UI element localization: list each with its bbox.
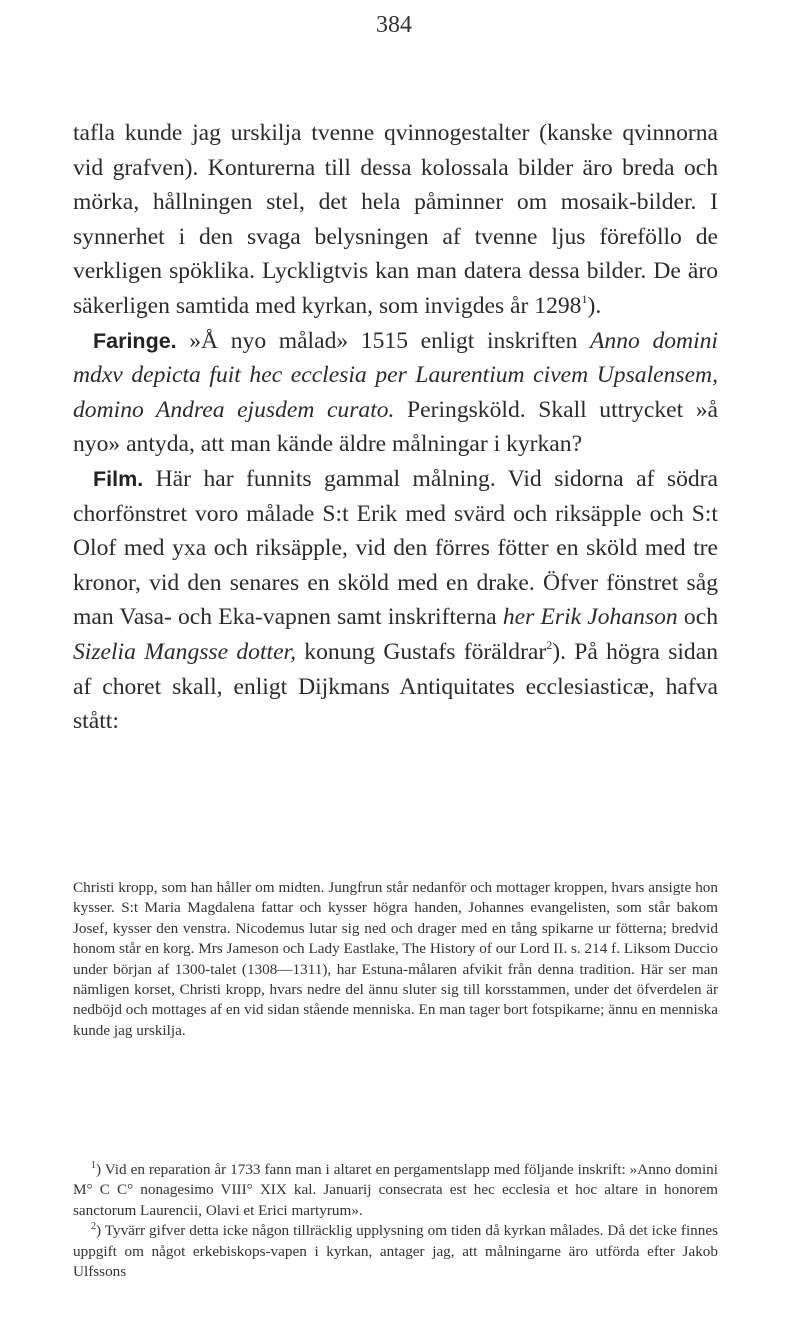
film-inscription-1: her Erik Johanson [502,604,678,631]
quote-text: Christi kropp, som han håller om midten. Jungfrun står nedanför och mottager kroppen, hvars ansigte hon kysser. S:t Maria Magdalena fattar och kysser högra handen, Johannes evangelisten, som står bakom Josef, kysser den venstra. Nicodemus lutar sig ned och drager med en tång spikarne ur fötterna; bredvid honom står en korg. Mrs Jameson och Lady Eastlake, The History of our Lord II. s. 214 f. Liksom Duccio under början af 1300-talet (1308—1311), har Estuna-målaren afvikit från denna tradition. Här ser man nämligen korset, Christi kropp, hvars nedre del ännu sluter sig till korsstammen, under det öfverdelen är nedböjd och mottages af en vid sidan stående menniska. En man tager bort fotspikarne; ännu en menniska kunde jag urskilja. [73,879,718,1039]
quote-block [73,878,718,1041]
paragraph-intro [73,116,718,324]
film-text-c: konung Gustafs föräldrar [296,638,547,665]
footnote-ref-1[interactable]: 1 [581,291,588,306]
main-text [73,116,718,739]
faringe-text-a: »Å nyo målad» 1515 enligt inskriften [176,327,591,354]
footnotes [73,1160,718,1282]
footnote-2 [73,1221,718,1282]
film-inscription-2: Sizelia Mangsse dotter, [73,638,297,665]
film-text-b: och [677,604,718,631]
footnote-1-text: ) Vid en reparation år 1733 fann man i altaret en pergamentslapp med följande inskrift: »Anno domini M° C C° nonagesimo VIII° XIX kal. Januarij consecrata est hec ecclesia et hoc altare in honorem sanctorum Laurencii, Olavi et Erici martyrum». [73,1161,718,1219]
film-heading: Film. [93,466,144,491]
footnote-ref-2[interactable]: 2 [546,637,553,652]
paragraph-film [73,462,718,739]
footnote-2-text: ) Tyvärr gifver detta icke någon tillräcklig upplysning om tiden då kyrkan målades. Då det icke finnes uppgift om något erkebiskops-vapen i kyrkan, antager jag, att målningarne äro utförda efter Jakob Ulfssons [73,1222,718,1281]
footnote-1 [73,1160,718,1221]
paragraph-faringe [73,324,718,462]
film-text-d: ). På högra sidan af choret skall, enligt Dijkmans Antiquitates ecclesiasticæ, hafva stått: [73,638,718,735]
footnote-1-marker: 1 [91,1160,96,1171]
faringe-heading: Faringe. [93,328,177,353]
footnote-2-marker: 2 [91,1221,96,1233]
faringe-text-b: Peringsköld. Skall uttrycket »å nyo» antyda, att man kände äldre målningar i kyrkan? [73,396,718,458]
intro-text-end: ). [587,292,602,319]
intro-text: tafla kunde jag urskilja tvenne qvinnogestalter (kanske qvinnorna vid grafven). Konturerna till dessa kolossala bilder äro breda och mörka, hållningen stel, det hela påminner om mosaik-bilder. I synnerhet i den svaga belysningen af tvenne ljus föreföllo de verkligen spöklika. Lyckligtvis kan man datera dessa bilder. De äro säkerligen samtida med kyrkan, som invigdes år 1298 [73,120,718,319]
film-text-a: Här har funnits gammal målning. Vid sidorna af södra chorfönstret voro målade S:t Erik med svärd och riksäpple och S:t Olof med yxa och riksäpple, vid den förres fötter en sköld med tre kronor, vid den senares en sköld med en drake. Öfver fönstret såg man Vasa- och Eka-vapnen samt inskrifterna [73,465,718,631]
faringe-inscription: Anno domini mdxv depicta fuit hec ecclesia per Laurentium civem Upsalensem, domino Andrea ejusdem curato. [73,327,718,423]
page-number: 384 [376,12,412,38]
